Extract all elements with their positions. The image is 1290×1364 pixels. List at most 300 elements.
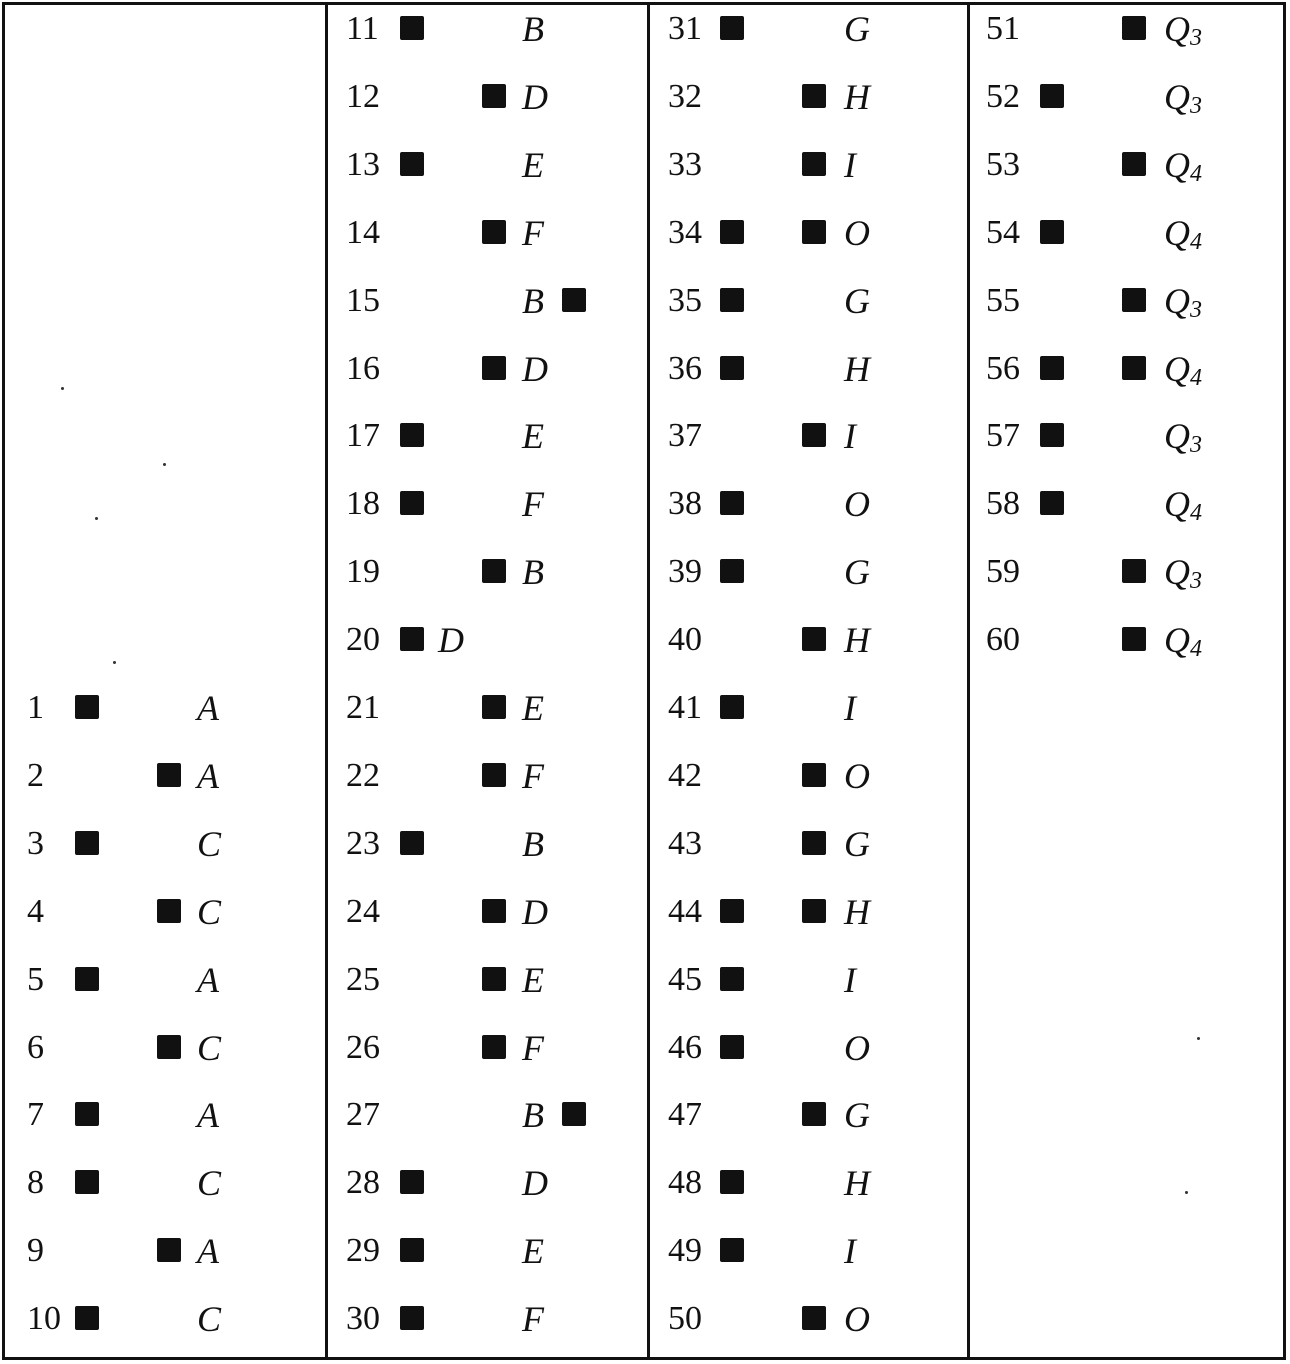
row-number: 14 xyxy=(346,213,380,251)
table-row xyxy=(650,141,970,201)
table-row xyxy=(970,480,1289,540)
label-letter: G xyxy=(844,1095,870,1136)
left-marker xyxy=(720,967,744,991)
table-row xyxy=(970,616,1289,676)
row-number: 17 xyxy=(346,417,380,455)
table-row xyxy=(650,209,970,269)
row-number: 30 xyxy=(346,1300,380,1338)
column-3 xyxy=(647,5,970,1357)
row-label xyxy=(197,1231,219,1271)
left-marker xyxy=(1040,356,1064,380)
trailing-marker xyxy=(562,1102,586,1126)
table-row xyxy=(650,888,970,948)
row-number: 57 xyxy=(986,417,1020,455)
row-label xyxy=(844,1095,870,1135)
row-label xyxy=(522,77,548,117)
right-marker xyxy=(482,899,506,923)
row-number: 7 xyxy=(27,1096,44,1134)
left-marker xyxy=(720,491,744,515)
table-row xyxy=(650,1295,970,1355)
right-marker xyxy=(157,1035,181,1059)
row-number: 20 xyxy=(346,621,380,659)
table-row xyxy=(328,141,650,201)
table-row xyxy=(5,684,325,744)
table-row xyxy=(650,548,970,608)
table-row xyxy=(5,888,325,948)
label-letter: C xyxy=(197,1027,222,1068)
row-label xyxy=(844,756,870,796)
row-number: 59 xyxy=(986,553,1020,591)
label-letter: I xyxy=(844,144,856,185)
row-number: 44 xyxy=(668,892,702,930)
right-marker xyxy=(802,899,826,923)
row-label xyxy=(522,1299,544,1339)
left-marker xyxy=(720,356,744,380)
row-label xyxy=(1164,281,1202,326)
label-letter: D xyxy=(438,620,464,661)
row-number: 45 xyxy=(668,960,702,998)
row-number: 60 xyxy=(986,621,1020,659)
table-row xyxy=(970,345,1289,405)
row-label xyxy=(197,1163,221,1203)
sequence-table xyxy=(2,2,1286,1360)
left-marker xyxy=(400,1238,424,1262)
row-number: 31 xyxy=(668,10,702,47)
right-marker xyxy=(1122,627,1146,651)
left-marker xyxy=(720,899,744,923)
row-number: 22 xyxy=(346,756,380,794)
label-subscript: 3 xyxy=(1190,432,1202,459)
table-row xyxy=(328,209,650,269)
row-label xyxy=(197,824,221,864)
row-label xyxy=(522,145,544,185)
left-marker xyxy=(400,16,424,40)
row-number: 10 xyxy=(27,1300,61,1338)
table-row xyxy=(970,277,1289,337)
right-marker xyxy=(482,695,506,719)
row-label xyxy=(197,1095,219,1135)
table-row xyxy=(970,412,1289,472)
row-number: 12 xyxy=(346,77,380,115)
row-number: 25 xyxy=(346,960,380,998)
row-label xyxy=(844,213,870,253)
row-label xyxy=(1164,9,1202,54)
speck xyxy=(1185,1191,1188,1194)
speck xyxy=(61,387,64,390)
right-marker xyxy=(482,967,506,991)
label-letter: F xyxy=(522,212,544,253)
row-label xyxy=(197,1299,221,1339)
row-number: 58 xyxy=(986,485,1020,523)
left-marker xyxy=(720,16,744,40)
row-label xyxy=(844,892,870,932)
row-number: 24 xyxy=(346,892,380,930)
row-label xyxy=(1164,77,1202,122)
row-label xyxy=(844,1028,870,1068)
label-letter: D xyxy=(522,891,548,932)
label-letter: O xyxy=(844,484,870,525)
row-number: 36 xyxy=(668,349,702,387)
label-letter: F xyxy=(522,1027,544,1068)
label-letter: B xyxy=(522,9,544,49)
table-row xyxy=(5,1024,325,1084)
table-row xyxy=(650,5,970,65)
left-marker xyxy=(400,491,424,515)
left-marker xyxy=(400,152,424,176)
row-number: 15 xyxy=(346,281,380,319)
right-marker xyxy=(157,899,181,923)
table-row xyxy=(5,956,325,1016)
label-letter: O xyxy=(844,1299,870,1340)
trailing-marker xyxy=(562,288,586,312)
table-row xyxy=(328,1227,650,1287)
row-number: 38 xyxy=(668,485,702,523)
label-letter: A xyxy=(197,1095,219,1136)
row-label xyxy=(844,145,856,185)
table-row xyxy=(328,1024,650,1084)
label-letter: O xyxy=(844,755,870,796)
row-label xyxy=(522,349,548,389)
speck xyxy=(163,463,166,466)
right-marker xyxy=(157,763,181,787)
label-subscript: 3 xyxy=(1190,25,1202,51)
label-letter: Q xyxy=(1164,212,1190,253)
right-marker xyxy=(482,356,506,380)
label-subscript: 3 xyxy=(1190,568,1202,595)
speck xyxy=(113,661,116,664)
right-marker xyxy=(802,1102,826,1126)
row-label xyxy=(1164,349,1202,394)
left-marker xyxy=(1040,423,1064,447)
table-row xyxy=(650,684,970,744)
row-number: 56 xyxy=(986,349,1020,387)
right-marker xyxy=(1122,152,1146,176)
row-number: 53 xyxy=(986,145,1020,183)
left-marker xyxy=(75,1102,99,1126)
label-letter: C xyxy=(197,891,222,932)
label-letter: C xyxy=(197,1299,222,1340)
right-marker xyxy=(482,1035,506,1059)
row-label xyxy=(844,349,870,389)
row-number: 49 xyxy=(668,1232,702,1270)
table-row xyxy=(650,752,970,812)
label-letter: E xyxy=(522,688,544,728)
row-number: 37 xyxy=(668,417,702,455)
table-row xyxy=(650,1091,970,1151)
left-marker xyxy=(400,1306,424,1330)
table-row xyxy=(328,1159,650,1219)
row-number: 40 xyxy=(668,621,702,659)
right-marker xyxy=(802,220,826,244)
row-label xyxy=(522,824,544,864)
row-label xyxy=(844,484,870,524)
row-label xyxy=(844,824,870,864)
row-number: 21 xyxy=(346,689,380,726)
label-letter: D xyxy=(522,76,548,117)
row-number: 35 xyxy=(668,281,702,319)
table-row xyxy=(5,1295,325,1355)
left-marker xyxy=(720,1035,744,1059)
label-letter: H xyxy=(844,1163,870,1204)
row-label xyxy=(522,960,544,1000)
row-number: 26 xyxy=(346,1028,380,1066)
label-letter: E xyxy=(522,959,544,1000)
row-number: 28 xyxy=(346,1164,380,1202)
row-label xyxy=(844,960,856,1000)
row-label xyxy=(1164,145,1202,190)
right-marker xyxy=(802,423,826,447)
left-marker xyxy=(75,967,99,991)
row-number: 8 xyxy=(27,1164,44,1202)
label-letter: H xyxy=(844,620,870,661)
label-letter: Q xyxy=(1164,484,1190,525)
row-label xyxy=(522,281,544,321)
right-marker xyxy=(482,559,506,583)
row-label xyxy=(522,552,544,592)
table-row xyxy=(5,820,325,880)
left-marker xyxy=(75,831,99,855)
column-1 xyxy=(5,5,325,1357)
label-letter: Q xyxy=(1164,144,1190,185)
label-letter: Q xyxy=(1164,348,1190,389)
table-row xyxy=(5,1159,325,1219)
row-label xyxy=(844,1163,870,1203)
right-marker xyxy=(802,1306,826,1330)
row-label xyxy=(844,1231,856,1271)
row-label xyxy=(522,484,544,524)
label-letter: G xyxy=(844,9,870,49)
row-label xyxy=(522,416,544,456)
left-marker xyxy=(400,423,424,447)
label-subscript: 3 xyxy=(1190,92,1202,119)
left-marker xyxy=(75,1306,99,1330)
table-row xyxy=(970,5,1289,65)
row-label xyxy=(1164,416,1202,461)
label-subscript: 4 xyxy=(1190,636,1202,663)
table-row xyxy=(650,412,970,472)
label-letter: G xyxy=(844,552,870,593)
label-letter: E xyxy=(522,1231,544,1272)
label-letter: G xyxy=(844,823,870,864)
label-letter: I xyxy=(844,959,856,1000)
row-number: 52 xyxy=(986,77,1020,115)
table-row xyxy=(328,412,650,472)
left-marker xyxy=(1040,84,1064,108)
table-row xyxy=(650,1159,970,1219)
label-letter: D xyxy=(522,348,548,389)
label-subscript: 4 xyxy=(1190,228,1202,255)
table-row xyxy=(328,820,650,880)
row-label xyxy=(844,552,870,592)
table-row xyxy=(650,956,970,1016)
table-row xyxy=(970,209,1289,269)
row-label xyxy=(844,416,856,456)
row-number: 39 xyxy=(668,553,702,591)
left-marker xyxy=(400,831,424,855)
row-label xyxy=(522,1231,544,1271)
row-number: 19 xyxy=(346,553,380,591)
column-4 xyxy=(967,5,1289,1357)
row-number: 27 xyxy=(346,1096,380,1134)
label-letter: C xyxy=(197,1163,222,1204)
right-marker xyxy=(802,763,826,787)
row-number: 42 xyxy=(668,756,702,794)
speck xyxy=(1197,1037,1200,1040)
left-marker xyxy=(1040,220,1064,244)
row-number: 46 xyxy=(668,1028,702,1066)
label-letter: F xyxy=(522,755,544,796)
row-label xyxy=(522,892,548,932)
label-letter: O xyxy=(844,212,870,253)
row-label xyxy=(197,756,219,796)
row-label xyxy=(522,213,544,253)
row-label xyxy=(844,9,870,49)
table-row xyxy=(970,141,1289,201)
row-label xyxy=(522,1095,544,1135)
label-letter: Q xyxy=(1164,552,1190,593)
label-letter: A xyxy=(197,688,219,728)
table-row xyxy=(650,345,970,405)
table-row xyxy=(650,277,970,337)
table-row xyxy=(328,5,650,65)
right-marker xyxy=(482,220,506,244)
label-letter: Q xyxy=(1164,9,1190,49)
left-marker xyxy=(75,1170,99,1194)
table-row xyxy=(328,277,650,337)
table-row xyxy=(650,1024,970,1084)
row-number: 43 xyxy=(668,824,702,862)
label-subscript: 4 xyxy=(1190,500,1202,527)
row-number: 1 xyxy=(27,689,44,726)
row-label xyxy=(1164,552,1202,597)
table-row xyxy=(328,888,650,948)
row-number: 11 xyxy=(346,10,379,47)
left-marker xyxy=(720,288,744,312)
row-number: 34 xyxy=(668,213,702,251)
left-marker xyxy=(75,695,99,719)
label-letter: B xyxy=(522,280,544,321)
label-letter: E xyxy=(522,416,544,457)
left-marker xyxy=(720,220,744,244)
label-letter: B xyxy=(522,552,544,593)
left-marker xyxy=(720,1170,744,1194)
right-marker xyxy=(157,1238,181,1262)
label-subscript: 4 xyxy=(1190,160,1202,187)
row-label xyxy=(1164,484,1202,529)
left-marker xyxy=(720,1238,744,1262)
right-marker xyxy=(1122,16,1146,40)
right-marker xyxy=(802,627,826,651)
label-letter: H xyxy=(844,348,870,389)
row-number: 4 xyxy=(27,892,44,930)
label-letter: H xyxy=(844,891,870,932)
label-letter: C xyxy=(197,823,222,864)
table-row xyxy=(650,1227,970,1287)
row-label xyxy=(197,1028,221,1068)
row-number: 50 xyxy=(668,1300,702,1338)
row-label xyxy=(522,688,544,728)
row-label xyxy=(197,960,219,1000)
label-letter: G xyxy=(844,280,870,321)
table-row xyxy=(970,73,1289,133)
right-marker xyxy=(1122,356,1146,380)
left-marker xyxy=(1040,491,1064,515)
row-number: 9 xyxy=(27,1232,44,1270)
label-letter: Q xyxy=(1164,76,1190,117)
left-marker xyxy=(720,695,744,719)
label-letter: I xyxy=(844,416,856,457)
row-number: 51 xyxy=(986,10,1020,47)
right-marker xyxy=(802,152,826,176)
row-number: 29 xyxy=(346,1232,380,1270)
label-letter: E xyxy=(522,144,544,185)
speck xyxy=(95,517,98,520)
table-row xyxy=(328,1091,650,1151)
row-number: 13 xyxy=(346,145,380,183)
row-number: 47 xyxy=(668,1096,702,1134)
label-letter: B xyxy=(522,1095,544,1136)
table-row xyxy=(650,73,970,133)
label-letter: H xyxy=(844,76,870,117)
table-row xyxy=(328,480,650,540)
label-letter: I xyxy=(844,688,856,728)
row-label xyxy=(522,1163,548,1203)
row-label xyxy=(197,688,219,728)
row-label xyxy=(1164,213,1202,258)
row-label xyxy=(844,620,870,660)
label-letter: F xyxy=(522,1299,544,1340)
table-row xyxy=(970,548,1289,608)
right-marker xyxy=(1122,288,1146,312)
row-number: 5 xyxy=(27,960,44,998)
row-label xyxy=(844,1299,870,1339)
right-marker xyxy=(802,84,826,108)
table-row xyxy=(650,480,970,540)
table-row xyxy=(650,820,970,880)
label-letter: A xyxy=(197,1231,219,1272)
label-letter: Q xyxy=(1164,280,1190,321)
right-marker xyxy=(802,831,826,855)
row-number: 54 xyxy=(986,213,1020,251)
column-2 xyxy=(325,5,650,1357)
label-letter: B xyxy=(522,823,544,864)
label-letter: F xyxy=(522,484,544,525)
label-letter: Q xyxy=(1164,416,1190,457)
row-label xyxy=(522,756,544,796)
label-letter: A xyxy=(197,959,219,1000)
label-subscript: 4 xyxy=(1190,364,1202,391)
row-number: 23 xyxy=(346,824,380,862)
table-row xyxy=(328,752,650,812)
row-number: 18 xyxy=(346,485,380,523)
row-number: 16 xyxy=(346,349,380,387)
row-label xyxy=(844,688,856,728)
row-number: 33 xyxy=(668,145,702,183)
row-number: 32 xyxy=(668,77,702,115)
row-number: 55 xyxy=(986,281,1020,319)
table-row xyxy=(328,616,650,676)
left-marker xyxy=(720,559,744,583)
label-subscript: 3 xyxy=(1190,296,1202,323)
table-row xyxy=(328,73,650,133)
row-number: 2 xyxy=(27,756,44,794)
row-number: 41 xyxy=(668,689,702,726)
table-row xyxy=(5,1227,325,1287)
row-label xyxy=(197,892,221,932)
row-number: 6 xyxy=(27,1028,44,1066)
row-label xyxy=(1164,620,1202,665)
table-row xyxy=(328,548,650,608)
